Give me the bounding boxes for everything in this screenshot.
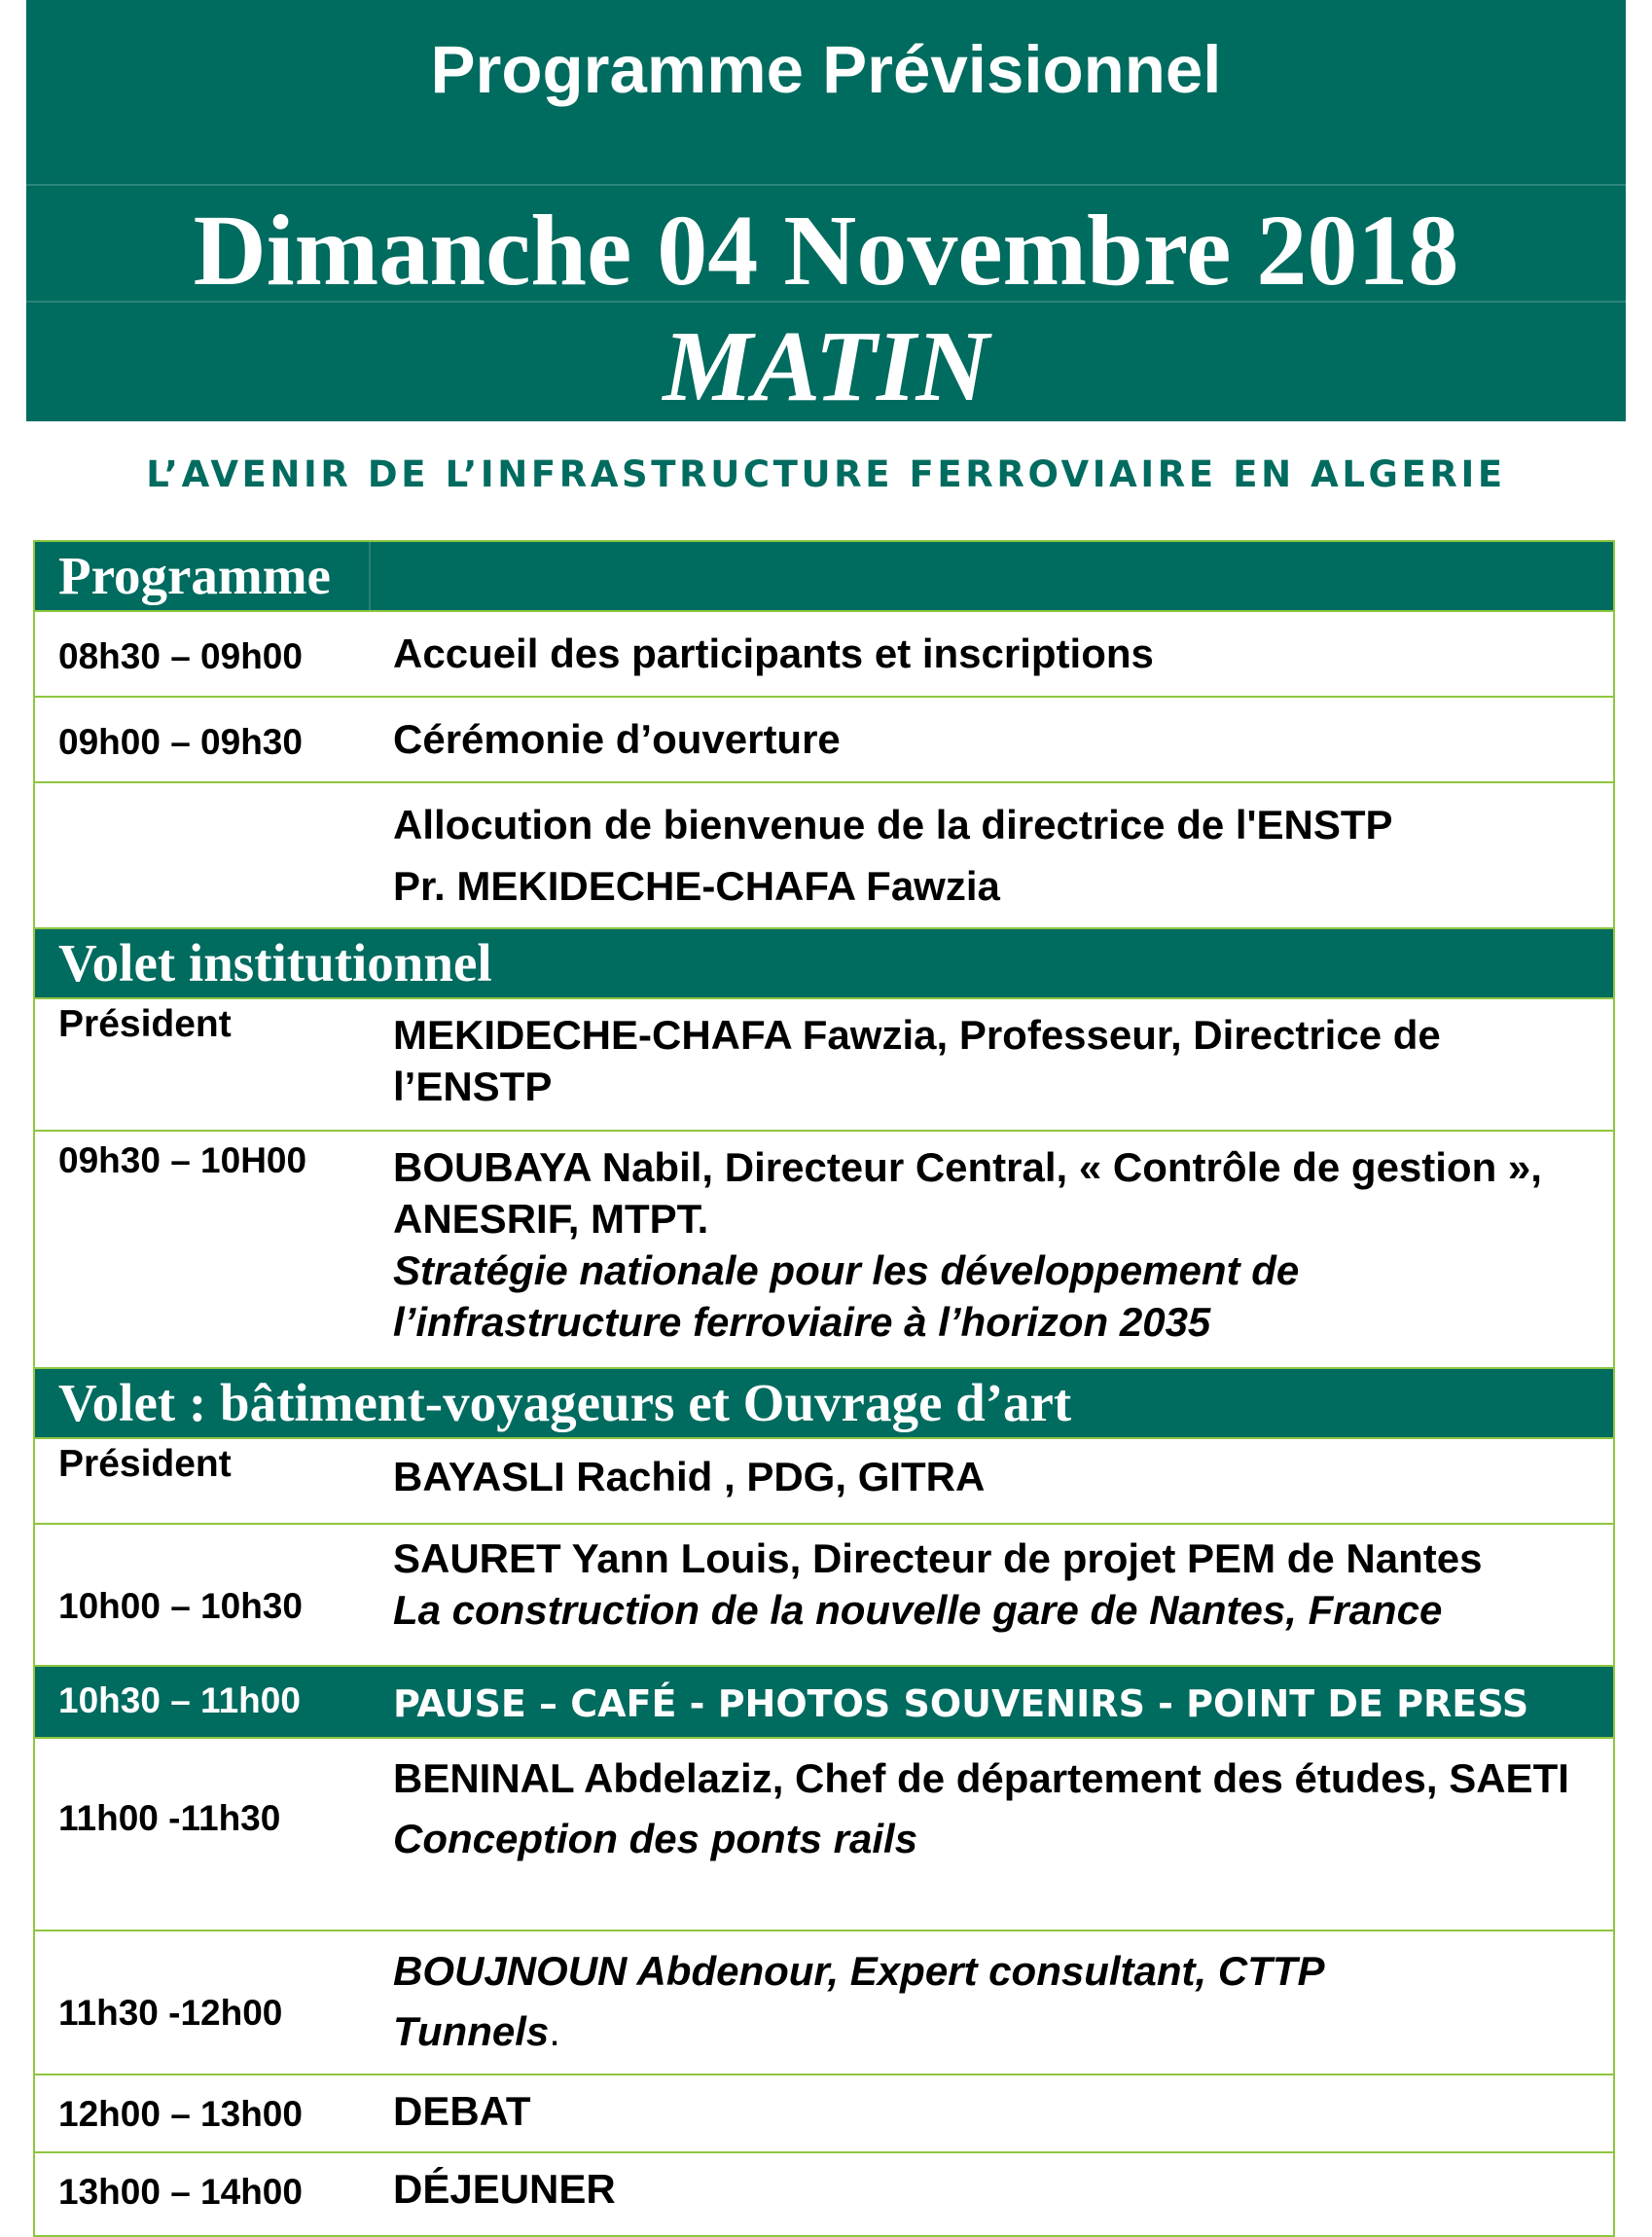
time-slot: 11h00 -11h30 xyxy=(58,1798,281,1838)
section-title: Programme xyxy=(58,544,350,608)
section-header-batiment xyxy=(35,1369,1613,1439)
talk-title: La construction de la nouvelle gare de Nantes, France xyxy=(393,1587,1443,1633)
table-row xyxy=(35,1525,1613,1667)
speaker: BOUBAYA Nabil, Directeur Central, « Contrôle de gestion », ANESRIF, MTPT. xyxy=(393,1144,1542,1242)
item-text: DÉJEUNER xyxy=(393,2166,616,2212)
item-text: Cérémonie d’ouverture xyxy=(393,716,841,762)
section-header-institutionnel xyxy=(35,929,1613,999)
table-row xyxy=(35,698,1613,783)
table-row xyxy=(35,612,1613,698)
table-row xyxy=(35,2075,1613,2153)
banner-subtitle: Programme Prévisionnel xyxy=(430,32,1222,107)
time-slot: 09h00 – 09h30 xyxy=(58,722,303,762)
time-slot: 09h30 – 10H00 xyxy=(58,1140,307,1180)
president-label: Président xyxy=(58,1443,232,1485)
talk-title: Stratégie nationale pour les développement de l’infrastructure ferroviaire à l’horizon 2035 xyxy=(393,1247,1300,1345)
speaker: SAURET Yann Louis, Directeur de projet PEM de Nantes xyxy=(393,1535,1483,1581)
talk-title: Tunnels xyxy=(393,2008,550,2054)
speaker: BENINAL Abdelaziz, Chef de département des études, SAETI xyxy=(393,1755,1569,1801)
talk-suffix: . xyxy=(549,2008,560,2054)
table-row xyxy=(35,2153,1613,2235)
table-row xyxy=(35,1931,1613,2075)
item-text xyxy=(393,799,1594,912)
item-text xyxy=(393,1749,1594,1869)
section-title: Volet : bâtiment-voyageurs et Ouvrage d’art xyxy=(58,1373,1072,1432)
pause-row xyxy=(35,1667,1613,1739)
header-banner xyxy=(26,0,1626,421)
item-text: BAYASLI Rachid , PDG, GITRA xyxy=(393,1454,986,1499)
allocution-speaker: Pr. MEKIDECHE-CHAFA Fawzia xyxy=(393,863,1000,909)
session-period: MATIN xyxy=(663,310,989,422)
item-text: Accueil des participants et inscriptions xyxy=(393,631,1154,676)
item-text: MEKIDECHE-CHAFA Fawzia, Professeur, Directrice de l’ENSTP xyxy=(393,1012,1441,1109)
table-row xyxy=(35,1132,1613,1369)
time-slot: 11h30 -12h00 xyxy=(58,1993,283,2033)
table-row xyxy=(35,1439,1613,1525)
table-row xyxy=(35,999,1613,1132)
section-header-programme xyxy=(35,542,1613,612)
time-slot: 12h00 – 13h00 xyxy=(58,2094,303,2134)
talk-title: Conception des ponts rails xyxy=(393,1816,918,1861)
item-text: DEBAT xyxy=(393,2088,531,2134)
time-slot: 08h30 – 09h00 xyxy=(58,636,303,676)
allocution-line: Allocution de bienvenue de la directrice de l'ENSTP xyxy=(393,802,1393,848)
banner-divider xyxy=(26,184,1626,186)
time-slot: 10h00 – 10h30 xyxy=(58,1586,303,1626)
section-title: Volet institutionnel xyxy=(58,933,492,992)
item-text: PAUSE – CAFÉ - PHOTOS SOUVENIRS - POINT DE PRESS xyxy=(393,1682,1529,1725)
event-theme: L’AVENIR DE L’INFRASTRUCTURE FERROVIAIRE EN ALGERIE xyxy=(146,453,1506,495)
time-slot: 13h00 – 14h00 xyxy=(58,2172,303,2212)
item-text xyxy=(393,1141,1594,1348)
event-date: Dimanche 04 Novembre 2018 xyxy=(193,195,1459,307)
programme-table xyxy=(33,540,1615,2237)
president-label: Président xyxy=(58,1003,232,1045)
item-text xyxy=(393,1941,1594,2062)
item-text xyxy=(393,1533,1594,1636)
speaker: BOUJNOUN Abdenour, Expert consultant, CTTP xyxy=(393,1948,1325,1994)
table-row xyxy=(35,1739,1613,1931)
time-slot: 10h30 – 11h00 xyxy=(58,1680,301,1720)
table-row xyxy=(35,783,1613,929)
